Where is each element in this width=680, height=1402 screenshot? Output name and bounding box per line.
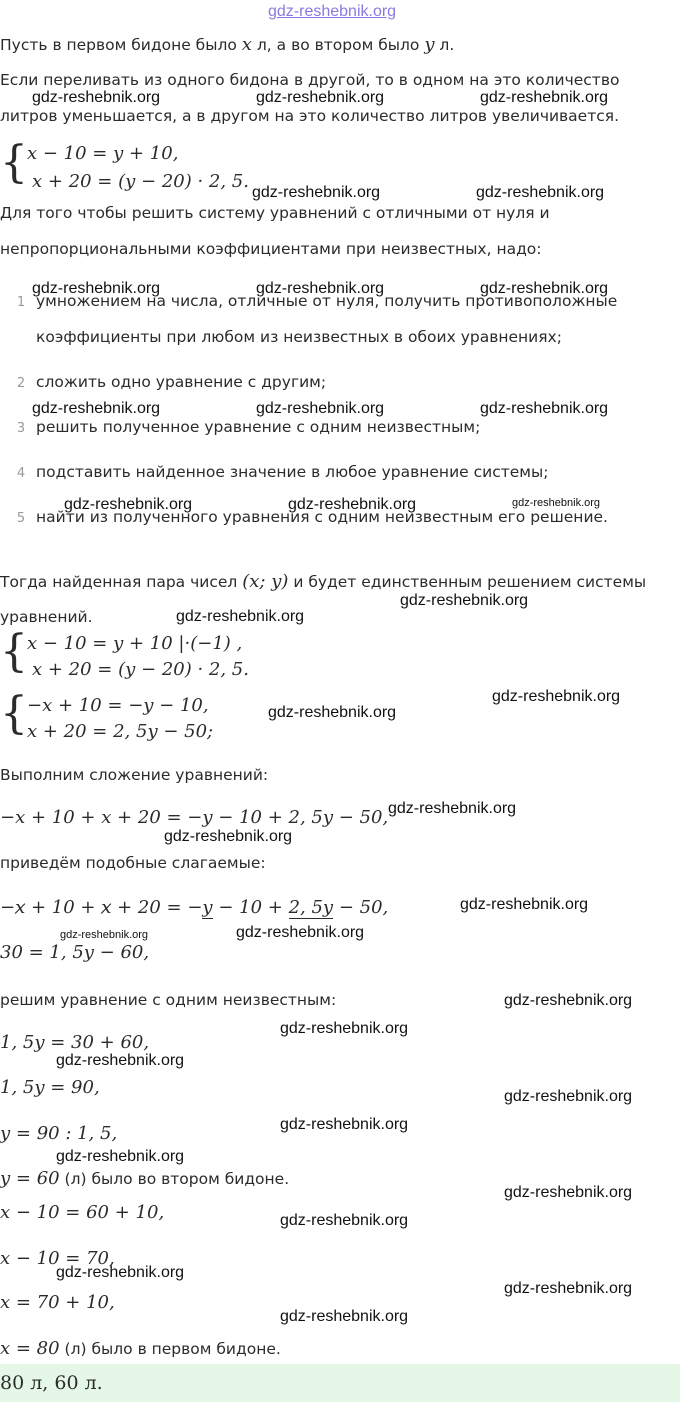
watermark: gdz-reshebnik.org bbox=[280, 1308, 409, 1325]
method-line-1: Для того чтобы решить систему уравнений с отличными от нуля и bbox=[0, 204, 550, 222]
answer-box bbox=[0, 1364, 680, 1402]
conclusion-line-1 bbox=[0, 571, 646, 593]
step-number-4: 4 bbox=[16, 466, 26, 481]
intro-text-a: Пусть в первом бидоне было bbox=[0, 36, 242, 54]
watermark: gdz-reshebnik.org bbox=[60, 929, 149, 941]
add-label: Выполним сложение уравнений: bbox=[0, 766, 269, 784]
x-result-line bbox=[0, 1338, 281, 1360]
watermark: gdz-reshebnik.org bbox=[504, 1088, 633, 1105]
underlined-y: y bbox=[202, 897, 213, 918]
watermark: gdz-reshebnik.org bbox=[504, 1184, 633, 1201]
equation-a: 1, 5y = 30 + 60, bbox=[0, 1032, 150, 1053]
watermark: gdz-reshebnik.org bbox=[388, 800, 517, 817]
system1-eq2: x + 20 = (y − 20) · 2, 5. bbox=[32, 171, 249, 192]
watermark: gdz-reshebnik.org bbox=[176, 608, 305, 625]
watermark: gdz-reshebnik.org bbox=[64, 496, 193, 513]
pair-xy: (x; y) bbox=[242, 571, 289, 592]
similar-part-1: − bbox=[0, 897, 16, 918]
intro-text-b: л, а во втором было bbox=[251, 36, 425, 54]
watermark: gdz-reshebnik.org bbox=[32, 400, 161, 417]
conclusion-line-2: уравнений. bbox=[0, 608, 93, 626]
watermark: gdz-reshebnik.org bbox=[400, 592, 529, 609]
x-result: x = 80 bbox=[0, 1338, 60, 1359]
y-result-text: (л) было во втором бидоне. bbox=[59, 1170, 290, 1188]
watermark: gdz-reshebnik.org bbox=[280, 1020, 409, 1037]
x-result-text: (л) было в первом бидоне. bbox=[59, 1340, 281, 1358]
step-number-5: 5 bbox=[16, 511, 26, 526]
similar-part-3: + 20 = − bbox=[111, 897, 203, 918]
system3-brace: { bbox=[0, 688, 28, 739]
equation-d: x − 10 = 60 + 10, bbox=[0, 1202, 165, 1223]
intro-line-2: Если переливать из одного бидона в другой, то в одном на это количество bbox=[0, 71, 620, 89]
system3-eq2: x + 20 = 2, 5y − 50; bbox=[27, 721, 214, 742]
system2-eq1: x − 10 = y + 10 |·(−1) , bbox=[27, 633, 243, 654]
system2-eq2: x + 20 = (y − 20) · 2, 5. bbox=[32, 659, 249, 680]
watermark: gdz-reshebnik.org bbox=[476, 184, 605, 201]
watermark: gdz-reshebnik.org bbox=[512, 497, 601, 509]
step-1-line-1: умножением на числа, отличные от нуля, получить противоположные bbox=[36, 292, 618, 310]
equation-e: x − 10 = 70, bbox=[0, 1248, 115, 1269]
system1-brace: { bbox=[0, 137, 28, 188]
watermark: gdz-reshebnik.org bbox=[504, 992, 633, 1009]
solve-label: решим уравнение с одним неизвестным: bbox=[0, 991, 337, 1009]
watermark: gdz-reshebnik.org bbox=[268, 704, 397, 721]
system1-eq1: x − 10 = y + 10, bbox=[27, 143, 179, 164]
method-line-2: непропорциональными коэффициентами при неизвестных, надо: bbox=[0, 240, 542, 258]
system2-brace: { bbox=[0, 626, 28, 677]
system3-eq1: −x + 10 = −y − 10, bbox=[27, 695, 209, 716]
watermark: gdz-reshebnik.org bbox=[32, 89, 161, 106]
equation-f: x = 70 + 10, bbox=[0, 1292, 115, 1313]
sum-equation: −x + 10 + x + 20 = −y − 10 + 2, 5y − 50, bbox=[0, 807, 389, 828]
watermark: gdz-reshebnik.org bbox=[164, 828, 293, 845]
step-5: найти из полученного уравнения с одним неизвестным его решение. bbox=[36, 508, 608, 526]
similar-part-2: + 10 + bbox=[25, 897, 102, 918]
watermark: gdz-reshebnik.org bbox=[480, 280, 609, 297]
step-4: подставить найденное значение в любое уравнение системы; bbox=[36, 463, 549, 481]
similar-part-5: − 50, bbox=[333, 897, 389, 918]
intro-text-c: л. bbox=[434, 36, 455, 54]
cancelled-x-2: x bbox=[101, 897, 112, 918]
watermark: gdz-reshebnik.org bbox=[256, 89, 385, 106]
step-2: сложить одно уравнение с другим; bbox=[36, 373, 327, 391]
step-number-1: 1 bbox=[16, 295, 26, 310]
equation-c: y = 90 : 1, 5, bbox=[0, 1123, 118, 1144]
watermark: gdz-reshebnik.org bbox=[480, 400, 609, 417]
watermark: gdz-reshebnik.org bbox=[288, 496, 417, 513]
var-y: y bbox=[424, 34, 435, 55]
watermark: gdz-reshebnik.org bbox=[480, 89, 609, 106]
answer-text: 80 л, 60 л. bbox=[0, 1372, 103, 1394]
conclusion-text-b: и будет единственным решением системы bbox=[288, 573, 647, 591]
equation-b: 1, 5y = 90, bbox=[0, 1077, 100, 1098]
y-result: y = 60 bbox=[0, 1168, 60, 1189]
watermark: gdz-reshebnik.org bbox=[252, 184, 381, 201]
watermark: gdz-reshebnik.org bbox=[56, 1264, 185, 1281]
step-1-line-2: коэффициенты при любом из неизвестных в обоих уравнениях; bbox=[36, 328, 562, 346]
watermark: gdz-reshebnik.org bbox=[280, 1212, 409, 1229]
watermark: gdz-reshebnik.org bbox=[236, 924, 365, 941]
watermark: gdz-reshebnik.org bbox=[32, 280, 161, 297]
similar-equation bbox=[0, 897, 388, 919]
watermark: gdz-reshebnik.org bbox=[504, 1280, 633, 1297]
equation-30: 30 = 1, 5y − 60, bbox=[0, 942, 150, 963]
watermark: gdz-reshebnik.org bbox=[56, 1148, 185, 1165]
similar-label: приведём подобные слагаемые: bbox=[0, 854, 266, 872]
var-x: x bbox=[241, 34, 252, 55]
intro-line-3: литров уменьшается, а в другом на это количество литров увеличивается. bbox=[0, 107, 620, 125]
underlined-2-5y: 2, 5y bbox=[288, 897, 334, 918]
conclusion-text-a: Тогда найденная пара чисел bbox=[0, 573, 243, 591]
watermark: gdz-reshebnik.org bbox=[256, 400, 385, 417]
watermark-top[interactable]: gdz-reshebnik.org bbox=[268, 3, 397, 20]
intro-paragraph bbox=[0, 34, 454, 56]
cancelled-x-1: x bbox=[15, 897, 26, 918]
watermark: gdz-reshebnik.org bbox=[256, 280, 385, 297]
step-3: решить полученное уравнение с одним неизвестным; bbox=[36, 418, 481, 436]
y-result-line bbox=[0, 1168, 289, 1190]
step-number-3: 3 bbox=[16, 421, 26, 436]
watermark: gdz-reshebnik.org bbox=[460, 896, 589, 913]
watermark: gdz-reshebnik.org bbox=[492, 688, 621, 705]
similar-part-4: − 10 + bbox=[212, 897, 289, 918]
watermark: gdz-reshebnik.org bbox=[280, 1116, 409, 1133]
step-number-2: 2 bbox=[16, 376, 26, 391]
watermark: gdz-reshebnik.org bbox=[56, 1052, 185, 1069]
